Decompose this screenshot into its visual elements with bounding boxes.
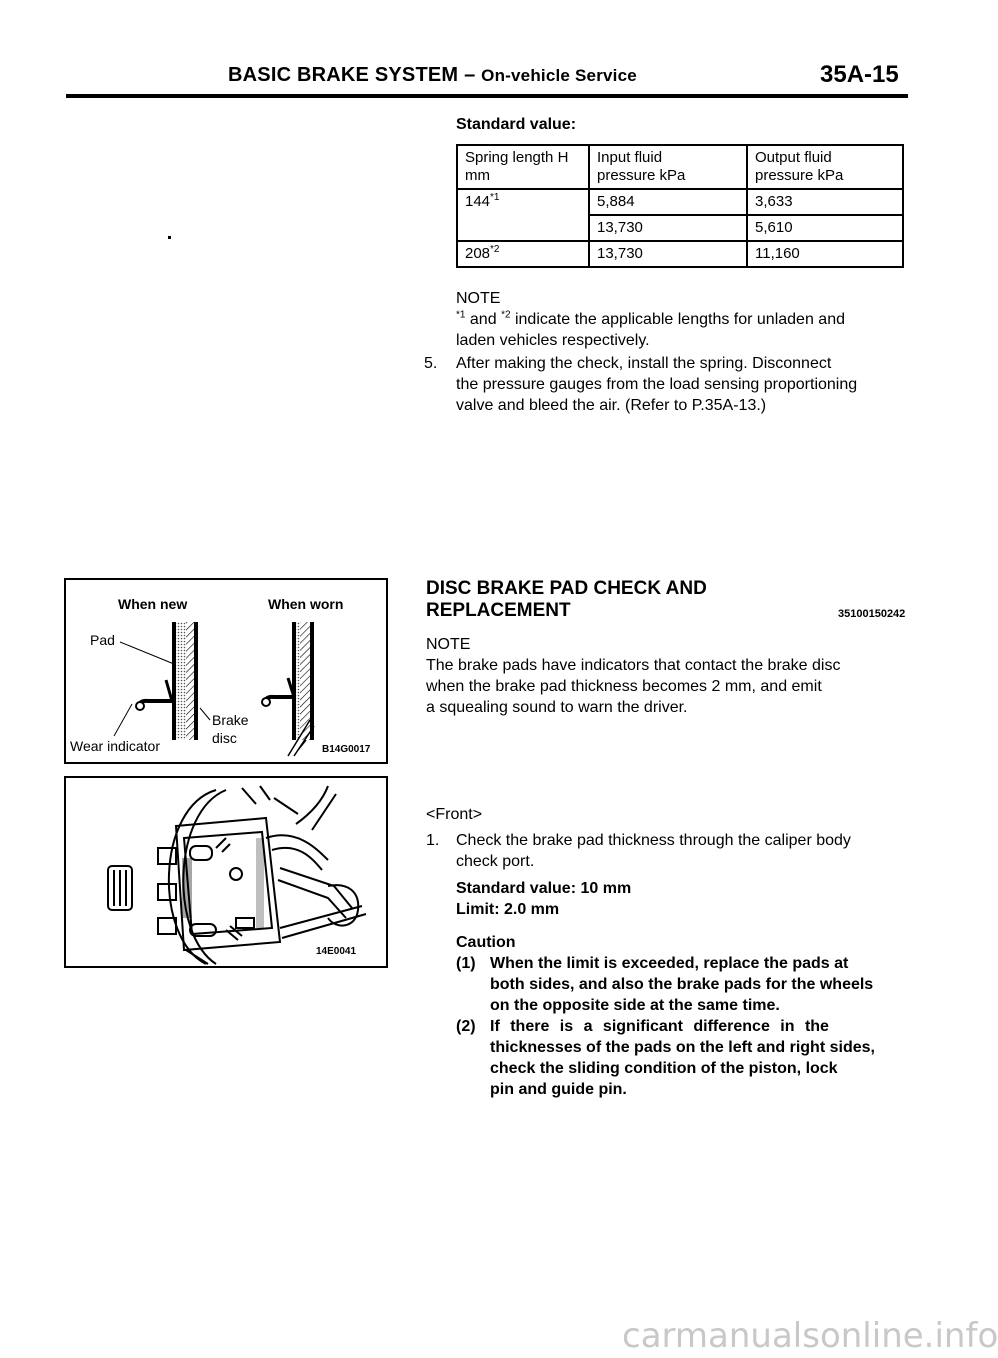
step-line: Check the brake pad thickness through the caliper body <box>456 832 851 849</box>
worn-pad-drawing <box>262 622 314 756</box>
note-text: indicate the applicable lengths for unladen and <box>514 311 845 328</box>
note-heading: NOTE <box>426 636 471 653</box>
note-line <box>456 309 906 330</box>
note-line: a squealing sound to warn the driver. <box>426 699 688 716</box>
title-dash: – <box>464 64 476 86</box>
header-spring-length <box>457 145 589 189</box>
wear-indicator-leader <box>114 704 132 736</box>
note-text: and <box>469 311 497 328</box>
table-cell <box>457 241 589 267</box>
header-text: pressure kPa <box>755 167 844 184</box>
table-cell: 5,610 <box>747 215 903 241</box>
figure-code: 14E0041 <box>316 946 357 957</box>
note-line: when the brake pad thickness becomes 2 mm, and emit <box>426 678 822 695</box>
heading-line: REPLACEMENT <box>426 600 571 621</box>
caliper-figure <box>64 776 388 968</box>
step-number: 1. <box>426 832 440 849</box>
pad-leader <box>120 642 174 664</box>
caution-line: check the sliding condition of the piston, lock <box>490 1060 838 1077</box>
label-pad: Pad <box>90 632 115 648</box>
header-text: Input fluid <box>597 149 663 166</box>
table-cell: 3,633 <box>747 189 903 215</box>
header-rule <box>66 94 908 98</box>
disc-outline <box>169 790 216 964</box>
heading-line: DISC BRAKE PAD CHECK AND <box>426 578 707 599</box>
step-number: 5. <box>424 355 438 372</box>
caution-line: When the limit is exceeded, replace the pads at <box>490 955 849 972</box>
caution-heading: Caution <box>456 934 516 951</box>
section-note <box>426 634 908 718</box>
label-disc: disc <box>212 730 237 746</box>
header-output-fluid <box>747 145 903 189</box>
section-subtitle: On-vehicle Service <box>481 66 637 85</box>
caution-2-number: (2) <box>456 1018 476 1035</box>
front-heading: <Front> <box>426 806 483 823</box>
header-text: Output fluid <box>755 149 832 166</box>
figure-code: B14G0017 <box>322 744 371 755</box>
step-line: check port. <box>456 853 535 870</box>
note-line: The brake pads have indicators that contact the brake disc <box>426 657 841 674</box>
header-text: Spring length H <box>465 149 569 166</box>
caliper-illustration <box>66 778 386 966</box>
label-brake: Brake <box>212 712 249 728</box>
step-1-text <box>456 830 908 872</box>
table-cell <box>457 215 589 241</box>
note-heading: NOTE <box>456 290 501 307</box>
table-header-row <box>457 145 903 189</box>
table-cell <box>457 189 589 215</box>
limit-value: Limit: 2.0 mm <box>456 901 560 918</box>
footnote-mark: *2 <box>501 309 511 321</box>
wear-indicator-figure <box>64 578 388 764</box>
label-wear-indicator: Wear indicator <box>70 738 161 754</box>
brake-disc-leader <box>200 708 210 720</box>
table-row <box>457 215 903 241</box>
caution-line: pin and guide pin. <box>490 1081 627 1098</box>
note-line: laden vehicles respectively. <box>456 332 650 349</box>
header-input-fluid <box>589 145 747 189</box>
footnote-mark: *2 <box>490 244 500 255</box>
watermark: carmanualsonline.info <box>622 1316 998 1356</box>
note-block <box>456 288 906 351</box>
caution-line: on the opposite side at the same time. <box>490 997 780 1014</box>
label-when-worn: When worn <box>268 596 344 612</box>
caution-2-text <box>490 1016 908 1100</box>
step-line: the pressure gauges from the load sensing proportioning <box>456 376 858 393</box>
header-text: pressure kPa <box>597 167 686 184</box>
caution-line: If there is a significant difference in the <box>490 1018 829 1035</box>
section-title <box>228 64 637 87</box>
caution-1-text <box>490 953 908 1016</box>
section-title-text: BASIC BRAKE SYSTEM <box>228 64 459 86</box>
table-row <box>457 241 903 267</box>
table-cell: 13,730 <box>589 215 747 241</box>
section-code: 35100150242 <box>838 608 906 620</box>
table-cell: 5,884 <box>589 189 747 215</box>
standard-value-label: Standard value: <box>456 116 577 133</box>
spec-table <box>456 144 904 268</box>
table-cell: 11,160 <box>747 241 903 267</box>
new-pad-drawing <box>136 622 198 740</box>
step-5-text <box>456 353 908 416</box>
footnote-mark: *1 <box>490 192 500 203</box>
header-text: mm <box>465 167 490 184</box>
step-line: After making the check, install the spring. Disconnect <box>456 355 832 372</box>
table-row <box>457 189 903 215</box>
caution-line: both sides, and also the brake pads for the wheels <box>490 976 874 993</box>
standard-value: Standard value: 10 mm <box>456 880 632 897</box>
footnote-mark: *1 <box>456 309 466 321</box>
cell-text: 208 <box>465 245 491 262</box>
spec-values <box>456 878 631 920</box>
caution-line: thicknesses of the pads on the left and right sides, <box>490 1039 875 1056</box>
cell-text: 144 <box>465 193 491 210</box>
step-line: valve and bleed the air. (Refer to P.35A-13.) <box>456 397 767 414</box>
table-cell: 13,730 <box>589 241 747 267</box>
caution-1-number: (1) <box>456 955 476 972</box>
print-speck <box>168 236 171 239</box>
page-number: 35A-15 <box>820 61 899 88</box>
section-heading <box>426 578 707 622</box>
label-when-new: When new <box>118 596 188 612</box>
